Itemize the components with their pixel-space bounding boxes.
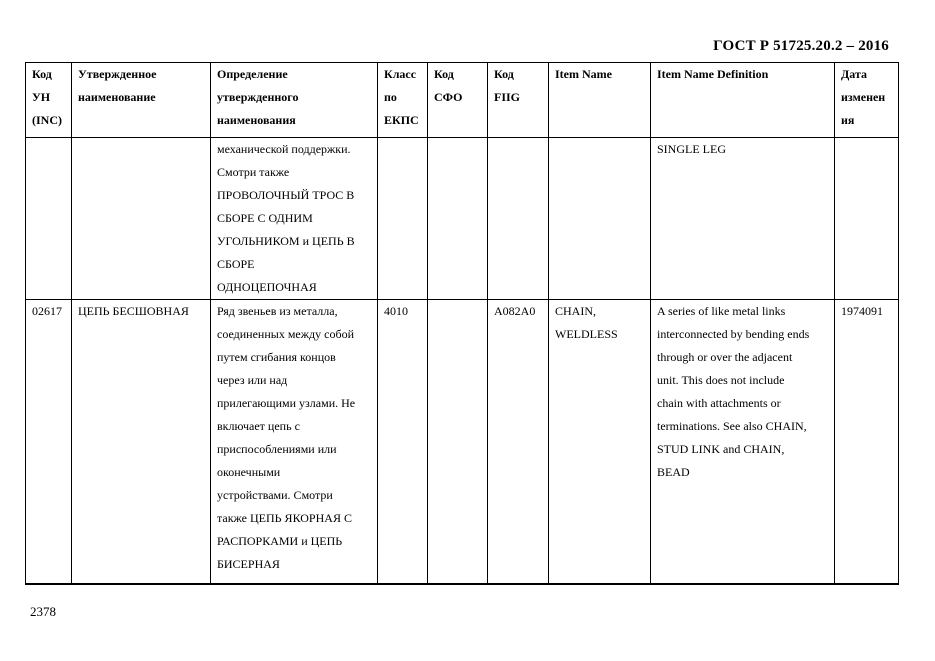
cell-class — [378, 138, 428, 300]
cell-definition: Ряд звеньев из металла, соединенных между собой путем сгибания концов через или над прилегающими узлами. Не включает цепь с приспособлениями или оконечными устройствами. Смотри также ЦЕПЬ ЯКОРНАЯ С РАСПОРКАМИ и ЦЕПЬ БИСЕРНАЯ — [211, 300, 378, 584]
cell-inc — [26, 138, 72, 300]
col-header-change-date: Дата изменен ия — [835, 63, 899, 138]
cell-name: ЦЕПЬ БЕСШОВНАЯ — [72, 300, 211, 584]
cell-sfo — [428, 138, 488, 300]
col-header-class: Класс по ЕКПС — [378, 63, 428, 138]
cell-date — [835, 138, 899, 300]
table-header-row — [26, 63, 899, 138]
table-row — [26, 300, 899, 584]
cell-item-name — [549, 138, 651, 300]
col-header-item-name: Item Name — [549, 63, 651, 138]
col-header-sfo: Код СФО — [428, 63, 488, 138]
cell-inc: 02617 — [26, 300, 72, 584]
cell-class: 4010 — [378, 300, 428, 584]
cell-fiig: A082A0 — [488, 300, 549, 584]
document-code: ГОСТ Р 51725.20.2 – 2016 — [713, 38, 889, 54]
col-header-approved-name: Утвержденное наименование — [72, 63, 211, 138]
col-header-fiig: Код FIIG — [488, 63, 549, 138]
catalog-table — [25, 62, 899, 585]
col-header-definition: Определение утвержденного наименования — [211, 63, 378, 138]
cell-fiig — [488, 138, 549, 300]
page-number: 2378 — [30, 604, 56, 619]
cell-item-definition: A series of like metal links interconnected by bending ends through or over the adjacent unit. This does not include chain with attachments or terminations. See also CHAIN, STUD LINK and CHAIN, BEAD — [651, 300, 835, 584]
col-header-item-name-definition: Item Name Definition — [651, 63, 835, 138]
cell-date: 1974091 — [835, 300, 899, 584]
table-row — [26, 138, 899, 300]
cell-item-definition: SINGLE LEG — [651, 138, 835, 300]
cell-definition: механической поддержки. Смотри также ПРОВОЛОЧНЫЙ ТРОС В СБОРЕ С ОДНИМ УГОЛЬНИКОМ и ЦЕПЬ В СБОРЕ ОДНОЦЕПОЧНАЯ — [211, 138, 378, 300]
col-header-inc: Код УН (INC) — [26, 63, 72, 138]
cell-item-name: CHAIN, WELDLESS — [549, 300, 651, 584]
cell-sfo — [428, 300, 488, 584]
cell-name — [72, 138, 211, 300]
